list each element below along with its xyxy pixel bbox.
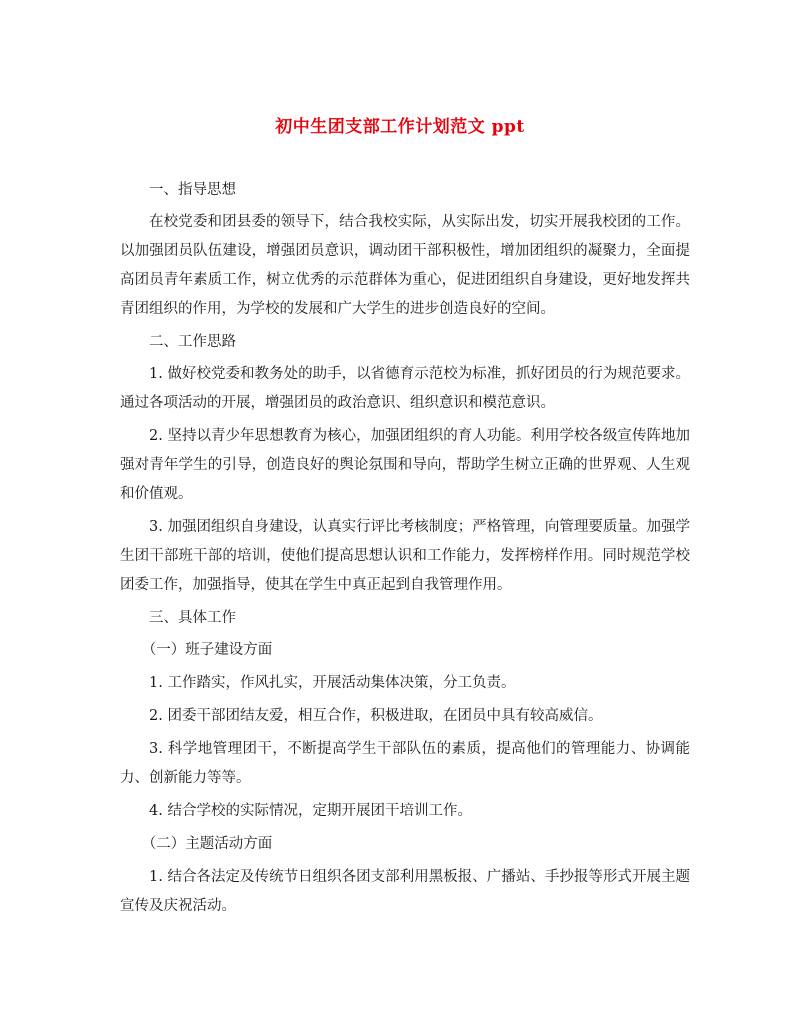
- document-body: [120, 176, 690, 925]
- paragraph-activities-1: 1. 结合各法定及传统节日组织各团支部利用黑板报、广播站、手抄报等形式开展主题宣传及庆祝活动。: [120, 869, 690, 914]
- paragraph-team-2: 2. 团委干部团结友爱，相互合作，积极进取，在团员中具有较高威信。: [149, 708, 603, 724]
- subsection-heading-theme-activities: （二）主题活动方面: [141, 836, 273, 852]
- paragraph-team-4: 4. 结合学校的实际情况，定期开展团干培训工作。: [149, 803, 472, 819]
- paragraph-team-3: 3. 科学地管理团干，不断提高学生干部队伍的素质，提高他们的管理能力、协调能力、创新能力等等。: [120, 741, 690, 786]
- section-heading-guiding-ideology: 一、指导思想: [149, 182, 236, 198]
- paragraph-team-1: 1. 工作踏实，作风扎实，开展活动集体决策，分工负责。: [149, 675, 516, 691]
- section-heading-specific-work: 三、具体工作: [149, 610, 236, 626]
- subsection-heading-team-building: （一）班子建设方面: [141, 642, 273, 658]
- paragraph-approach-1: 1. 做好校党委和教务处的助手，以省德育示范校为标准，抓好团员的行为规范要求。通过各项活动的开展，增强团员的政治意识、组织意识和模范意识。: [120, 366, 690, 411]
- paragraph-approach-3: 3. 加强团组织自身建设，认真实行评比考核制度；严格管理，向管理要质量。加强学生团干部班干部的培训，使他们提高思想认识和工作能力，发挥榜样作用。同时规范学校团委工作，加强指导，使其在学生中真正起到自我管理作用。: [120, 519, 690, 593]
- section-heading-work-approach: 二、工作思路: [149, 334, 236, 350]
- paragraph-guiding-ideology: 在校党委和团县委的领导下，结合我校实际，从实际出发，切实开展我校团的工作。以加强团员队伍建设，增强团员意识，调动团干部积极性，增加团组织的凝聚力，全面提高团员青年素质工作，树立优秀的示范群体为重心，促进团组织自身建设，更好地发挥共青团组织的作用，为学校的发展和广大学生的进步创造良好的空间。: [120, 214, 690, 317]
- paragraph-approach-2: 2. 坚持以青少年思想教育为核心，加强团组织的育人功能。利用学校各级宣传阵地加强对青年学生的引导，创造良好的舆论氛围和导向，帮助学生树立正确的世界观、人生观和价值观。: [120, 428, 690, 502]
- document-title: 初中生团支部工作计划范文 ppt: [275, 117, 525, 137]
